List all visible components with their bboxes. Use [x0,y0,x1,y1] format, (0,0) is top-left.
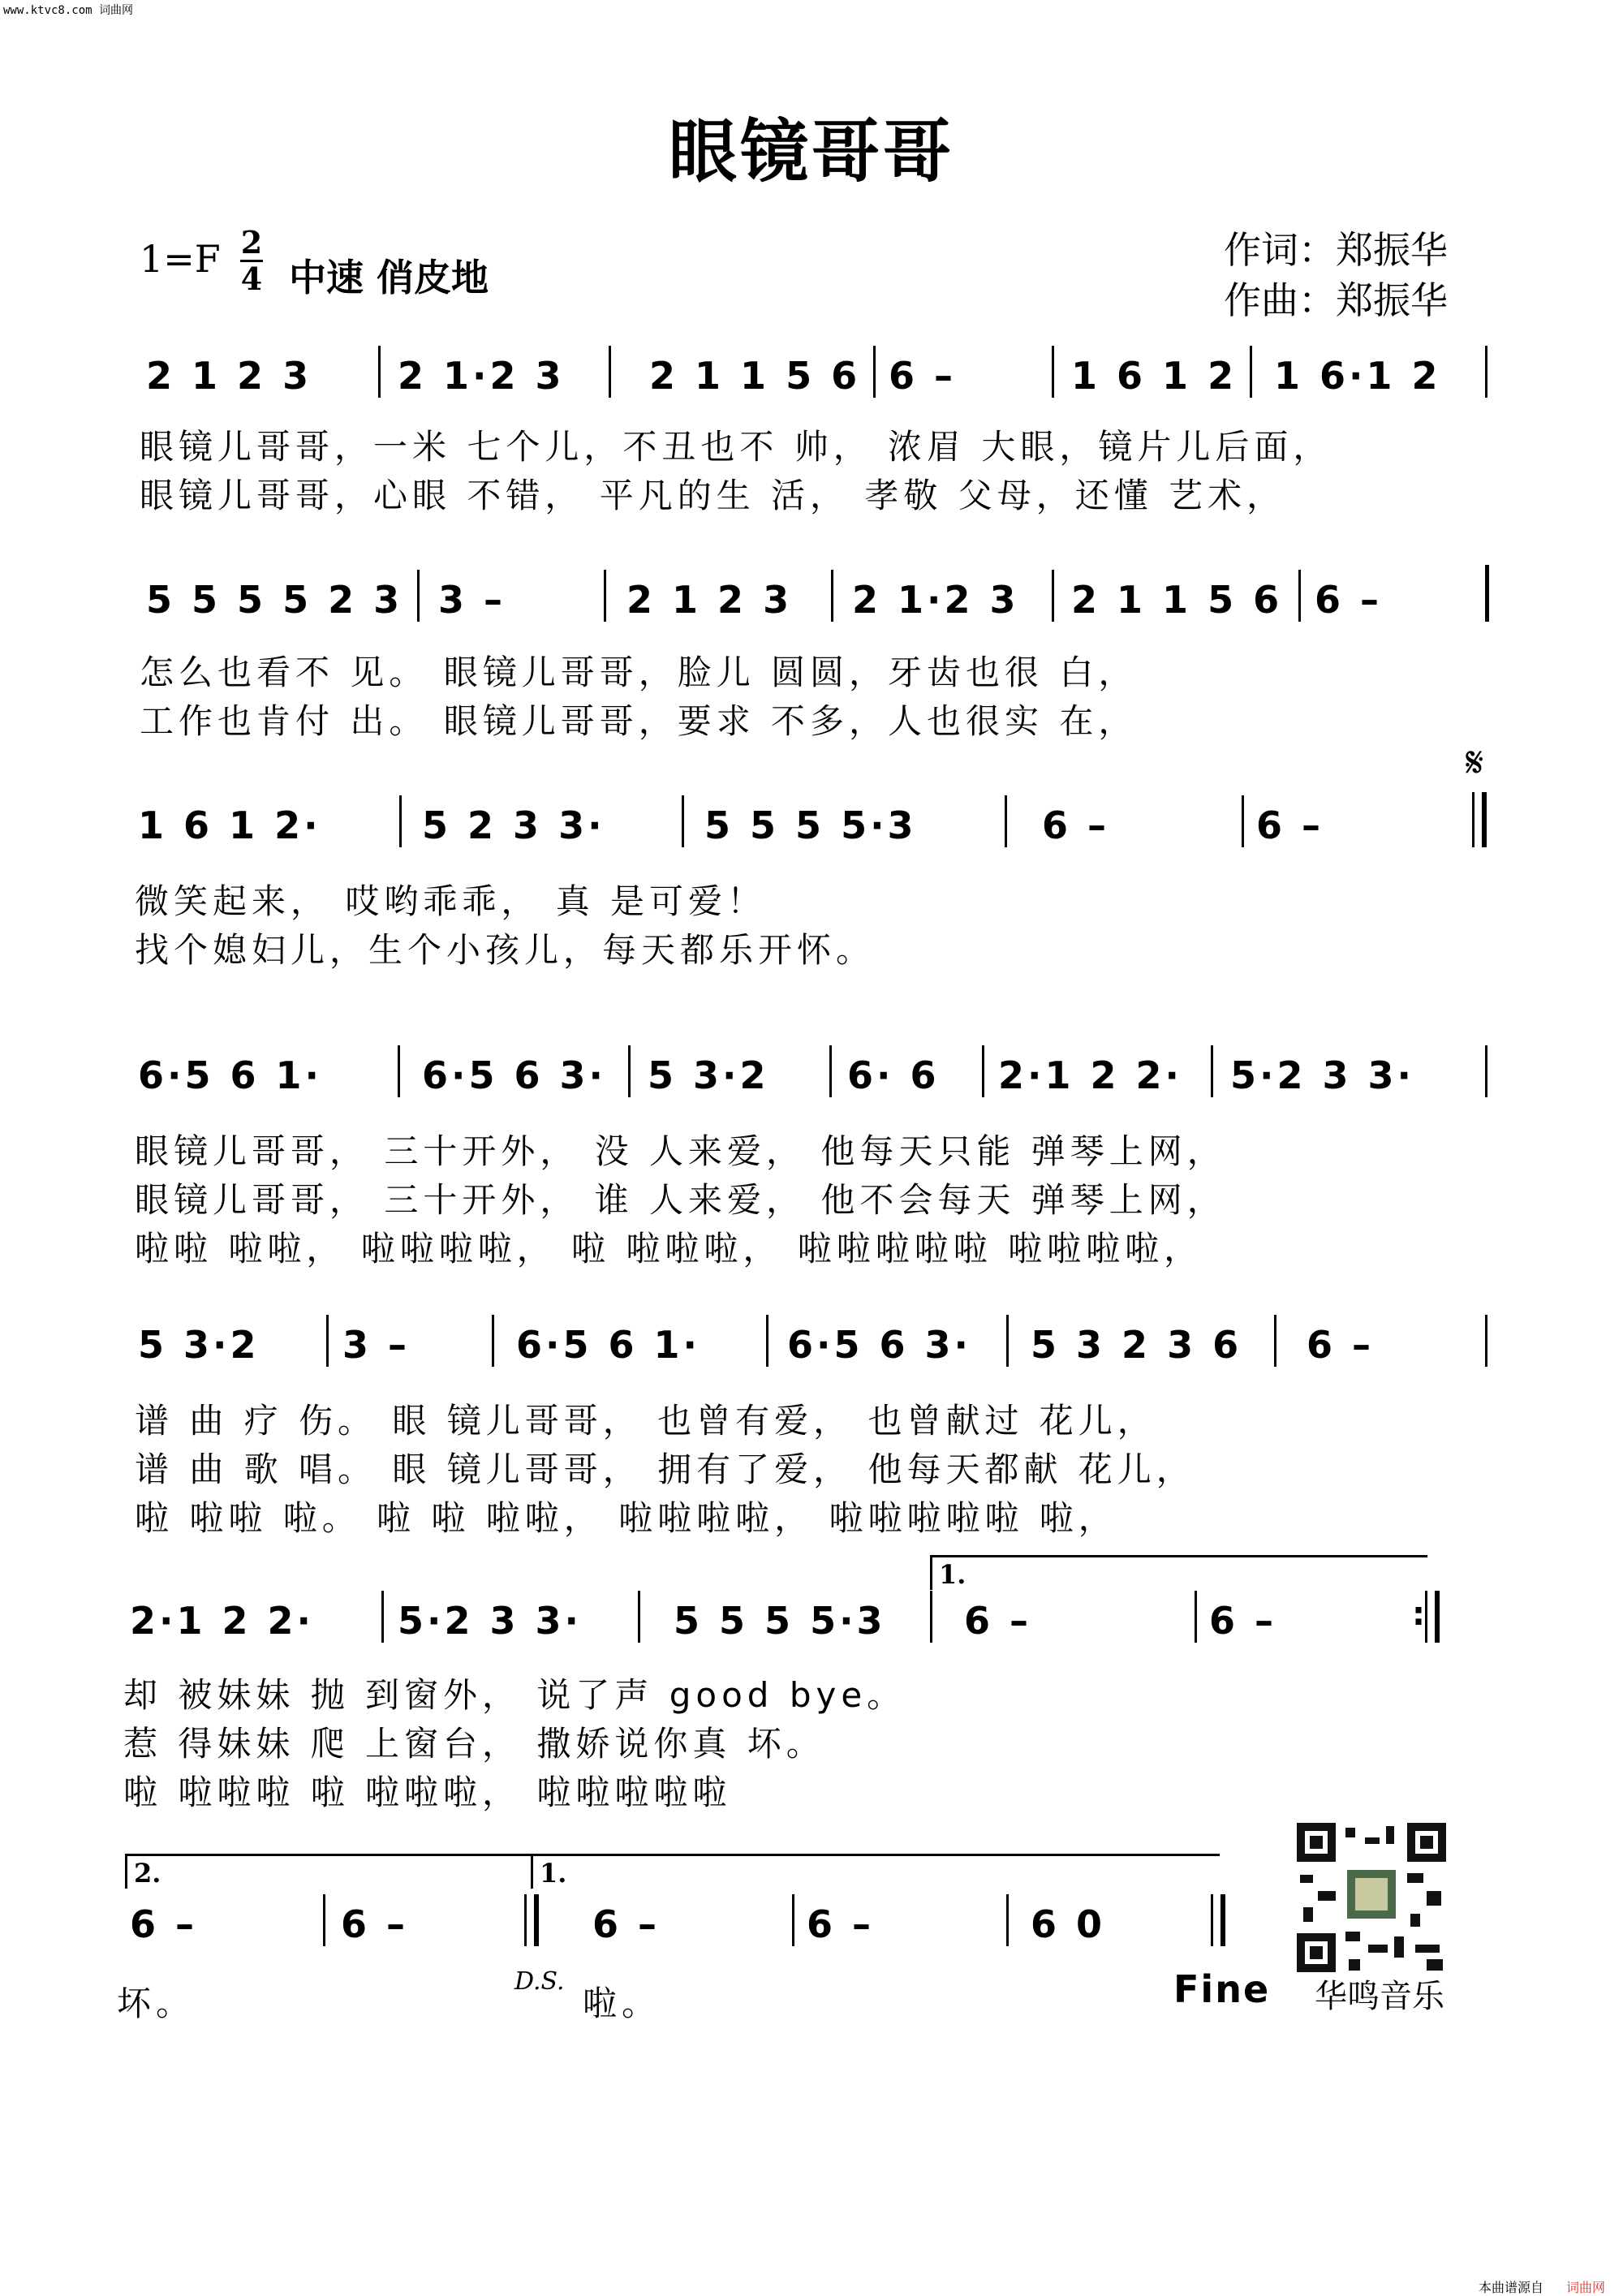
barline [381,1591,384,1643]
segno-sign: 𝄋 [1466,739,1484,787]
measure-1-1: 2 1 2 3 [146,354,312,398]
site-watermark: www.ktvc8.com 词曲网 [3,4,134,17]
barline [1211,1045,1213,1097]
time-sig-bottom: 4 [240,261,263,297]
measure-3-2: 5 2 3 3· [422,803,605,847]
measure-7-2: 6 – [341,1902,409,1946]
footer-source: 本曲谱源自 [1479,2280,1544,2295]
measure-1-4: 6 – [889,354,957,398]
score-system-1 [130,354,1493,396]
barline [1005,795,1007,847]
barline [378,346,381,398]
lyric-line: 工作也肯付 出。 眼镜儿哥哥，要求 不多，人也很实 在， [140,701,1138,741]
measure-4-5: 2·1 2 2· [998,1053,1183,1097]
barline [1195,1591,1197,1643]
song-title: 眼镜哥哥 [668,112,954,192]
lyric-line: 谱 曲 歌 唱。 眼 镜儿哥哥， 拥有了爱， 他每天都献 花儿， [135,1450,1195,1489]
measure-1-3: 2 1 1 5 6 [649,354,861,398]
tempo-marking: 中速 俏皮地 [289,256,489,299]
barline [399,795,402,847]
barline [417,570,420,622]
measure-4-4: 6· 6 [847,1053,940,1097]
barline [1485,1315,1487,1367]
measure-4-6: 5·2 3 3· [1230,1053,1415,1097]
footer-site-badge: 词曲网 [1566,2280,1606,2295]
lyric-line: 惹 得妹妹 爬 上窗台， 撒娇说你真 坏。 [123,1724,825,1764]
lyric-line: 啦 啦啦啦 啦 啦啦啦， 啦啦啦啦啦 [123,1773,732,1812]
measure-1-6: 1 6·1 2 [1274,354,1441,398]
lyric-line: 眼镜儿哥哥，心眼 不错， 平凡的生 活， 孝敬 父母，还懂 艺术， [140,476,1286,515]
barline [930,1591,932,1643]
score-system-2 [130,578,1493,620]
lyric-line: 坏。 [117,1984,196,2023]
lyric-line: 谱 曲 疗 伤。 眼 镜儿哥哥， 也曾有爱， 也曾献过 花儿， [135,1401,1156,1441]
measure-7-5: 6 0 [1031,1902,1106,1946]
barline [1250,346,1252,398]
measure-3-1: 1 6 1 2· [138,803,321,847]
lyric-line: 啦啦 啦啦， 啦啦啦啦， 啦 啦啦啦， 啦啦啦啦啦 啦啦啦啦， [135,1229,1203,1269]
composer-credit: 作曲：郑振华 [1224,278,1448,322]
measure-5-4: 6·5 6 3· [787,1323,972,1367]
repeat-end-barline [1435,1591,1440,1643]
lyric-line: 微笑起来， 哎哟乖乖， 真 是可爱！ [135,881,767,921]
barline [1006,1315,1009,1367]
lyricist-credit: 作词：郑振华 [1224,228,1448,272]
barline [831,570,833,622]
measure-2-5: 2 1 1 5 6 [1071,578,1283,622]
barline [492,1315,494,1367]
measure-1-2: 2 1·2 3 [398,354,565,398]
measure-2-3: 2 1 2 3 [626,578,793,622]
barline [1482,792,1487,847]
measure-4-2: 6·5 6 3· [422,1053,607,1097]
barline [398,1045,400,1097]
measure-3-4: 6 – [1042,803,1110,847]
volta-2-label: 2. [134,1858,161,1889]
measure-4-3: 5 3·2 [648,1053,769,1097]
barline [326,1315,329,1367]
measure-6-2: 5·2 3 3· [398,1599,583,1643]
lyric-line: 怎么也看不 见。 眼镜儿哥哥，脸儿 圆圆，牙齿也很 白， [140,653,1138,692]
volta-1-bracket-final [531,1854,1220,1889]
lyric-line: 眼镜儿哥哥， 三十开外， 没 人来爱， 他每天只能 弹琴上网， [135,1131,1226,1171]
measure-5-2: 3 – [342,1323,411,1367]
barline [982,1045,984,1097]
score-system-4 [130,1053,1493,1096]
score-system-3 [130,803,1493,846]
measure-5-3: 6·5 6 1· [516,1323,701,1367]
measure-7-4: 6 – [807,1902,875,1946]
measure-6-1: 2·1 2 2· [130,1599,315,1643]
barline [1274,1315,1276,1367]
time-sig-top: 2 [240,224,263,261]
barline [1485,1045,1487,1097]
measure-6-3: 5 5 5 5·3 [674,1599,886,1643]
lyric-line: 啦。 [583,1984,661,2023]
score-system-6 [130,1599,1493,1641]
barline [1485,346,1487,398]
score-system-7 [130,1902,1493,1945]
measure-5-1: 5 3·2 [138,1323,260,1367]
measure-6-5: 6 – [1209,1599,1277,1643]
volta-2-bracket [125,1854,533,1889]
key-signature: 1=F [140,237,221,281]
barline [1242,795,1244,847]
barline [1052,570,1054,622]
publisher-label: 华鸣音乐 [1315,1978,1444,2015]
lyric-line: 啦 啦啦 啦。 啦 啦 啦啦， 啦啦啦啦， 啦啦啦啦啦 啦， [135,1498,1117,1538]
measure-6-4: 6 – [964,1599,1032,1643]
final-barline [1220,1894,1225,1946]
measure-5-6: 6 – [1307,1323,1375,1367]
fine-mark: Fine [1173,1967,1271,2011]
barline [766,1315,768,1367]
measure-4-1: 6·5 6 1· [138,1053,323,1097]
barline [873,346,876,398]
measure-3-3: 5 5 5 5·3 [704,803,917,847]
barline [628,1045,631,1097]
measure-7-3: 6 – [592,1902,661,1946]
measure-2-2: 3 – [438,578,506,622]
measure-5-5: 5 3 2 3 6 [1031,1323,1242,1367]
measure-2-6: 6 – [1315,578,1383,622]
barline [604,570,606,622]
barline [1211,1894,1213,1946]
barline [1298,570,1301,622]
barline [609,346,611,398]
measure-1-5: 1 6 1 2 [1071,354,1238,398]
score-system-5 [130,1323,1493,1365]
repeat-dots: : [1412,1596,1425,1633]
lyric-line: 找个媳妇儿，生个小孩儿，每天都乐开怀。 [135,930,876,970]
barline [1485,565,1489,622]
qr-code-image [1297,1823,1446,1972]
measure-3-5: 6 – [1256,803,1324,847]
measure-2-1: 5 5 5 5 2 3 [146,578,403,622]
volta-1-bracket [930,1555,1427,1590]
barline [1425,1591,1427,1643]
barline [524,1894,527,1946]
measure-7-1: 6 – [130,1902,198,1946]
volta-1-label-final: 1. [540,1858,567,1889]
barline [792,1894,794,1946]
barline [1006,1894,1009,1946]
barline [1472,792,1474,847]
barline [1052,346,1054,398]
barline [682,795,684,847]
measure-2-4: 2 1·2 3 [852,578,1019,622]
barline [638,1591,640,1643]
barline [829,1045,832,1097]
barline [323,1894,325,1946]
barline [534,1894,539,1946]
lyric-line: 却 被妹妹 抛 到窗外， 说了声 good bye。 [123,1675,906,1715]
volta-1-label: 1. [939,1559,966,1590]
dal-segno-mark: D.S. [514,1967,565,1996]
lyric-line: 眼镜儿哥哥， 三十开外， 谁 人来爱， 他不会每天 弹琴上网， [135,1180,1226,1220]
lyric-line: 眼镜儿哥哥，一米 七个儿，不丑也不 帅， 浓眉 大眼，镜片儿后面， [140,427,1332,467]
time-signature [237,226,266,296]
